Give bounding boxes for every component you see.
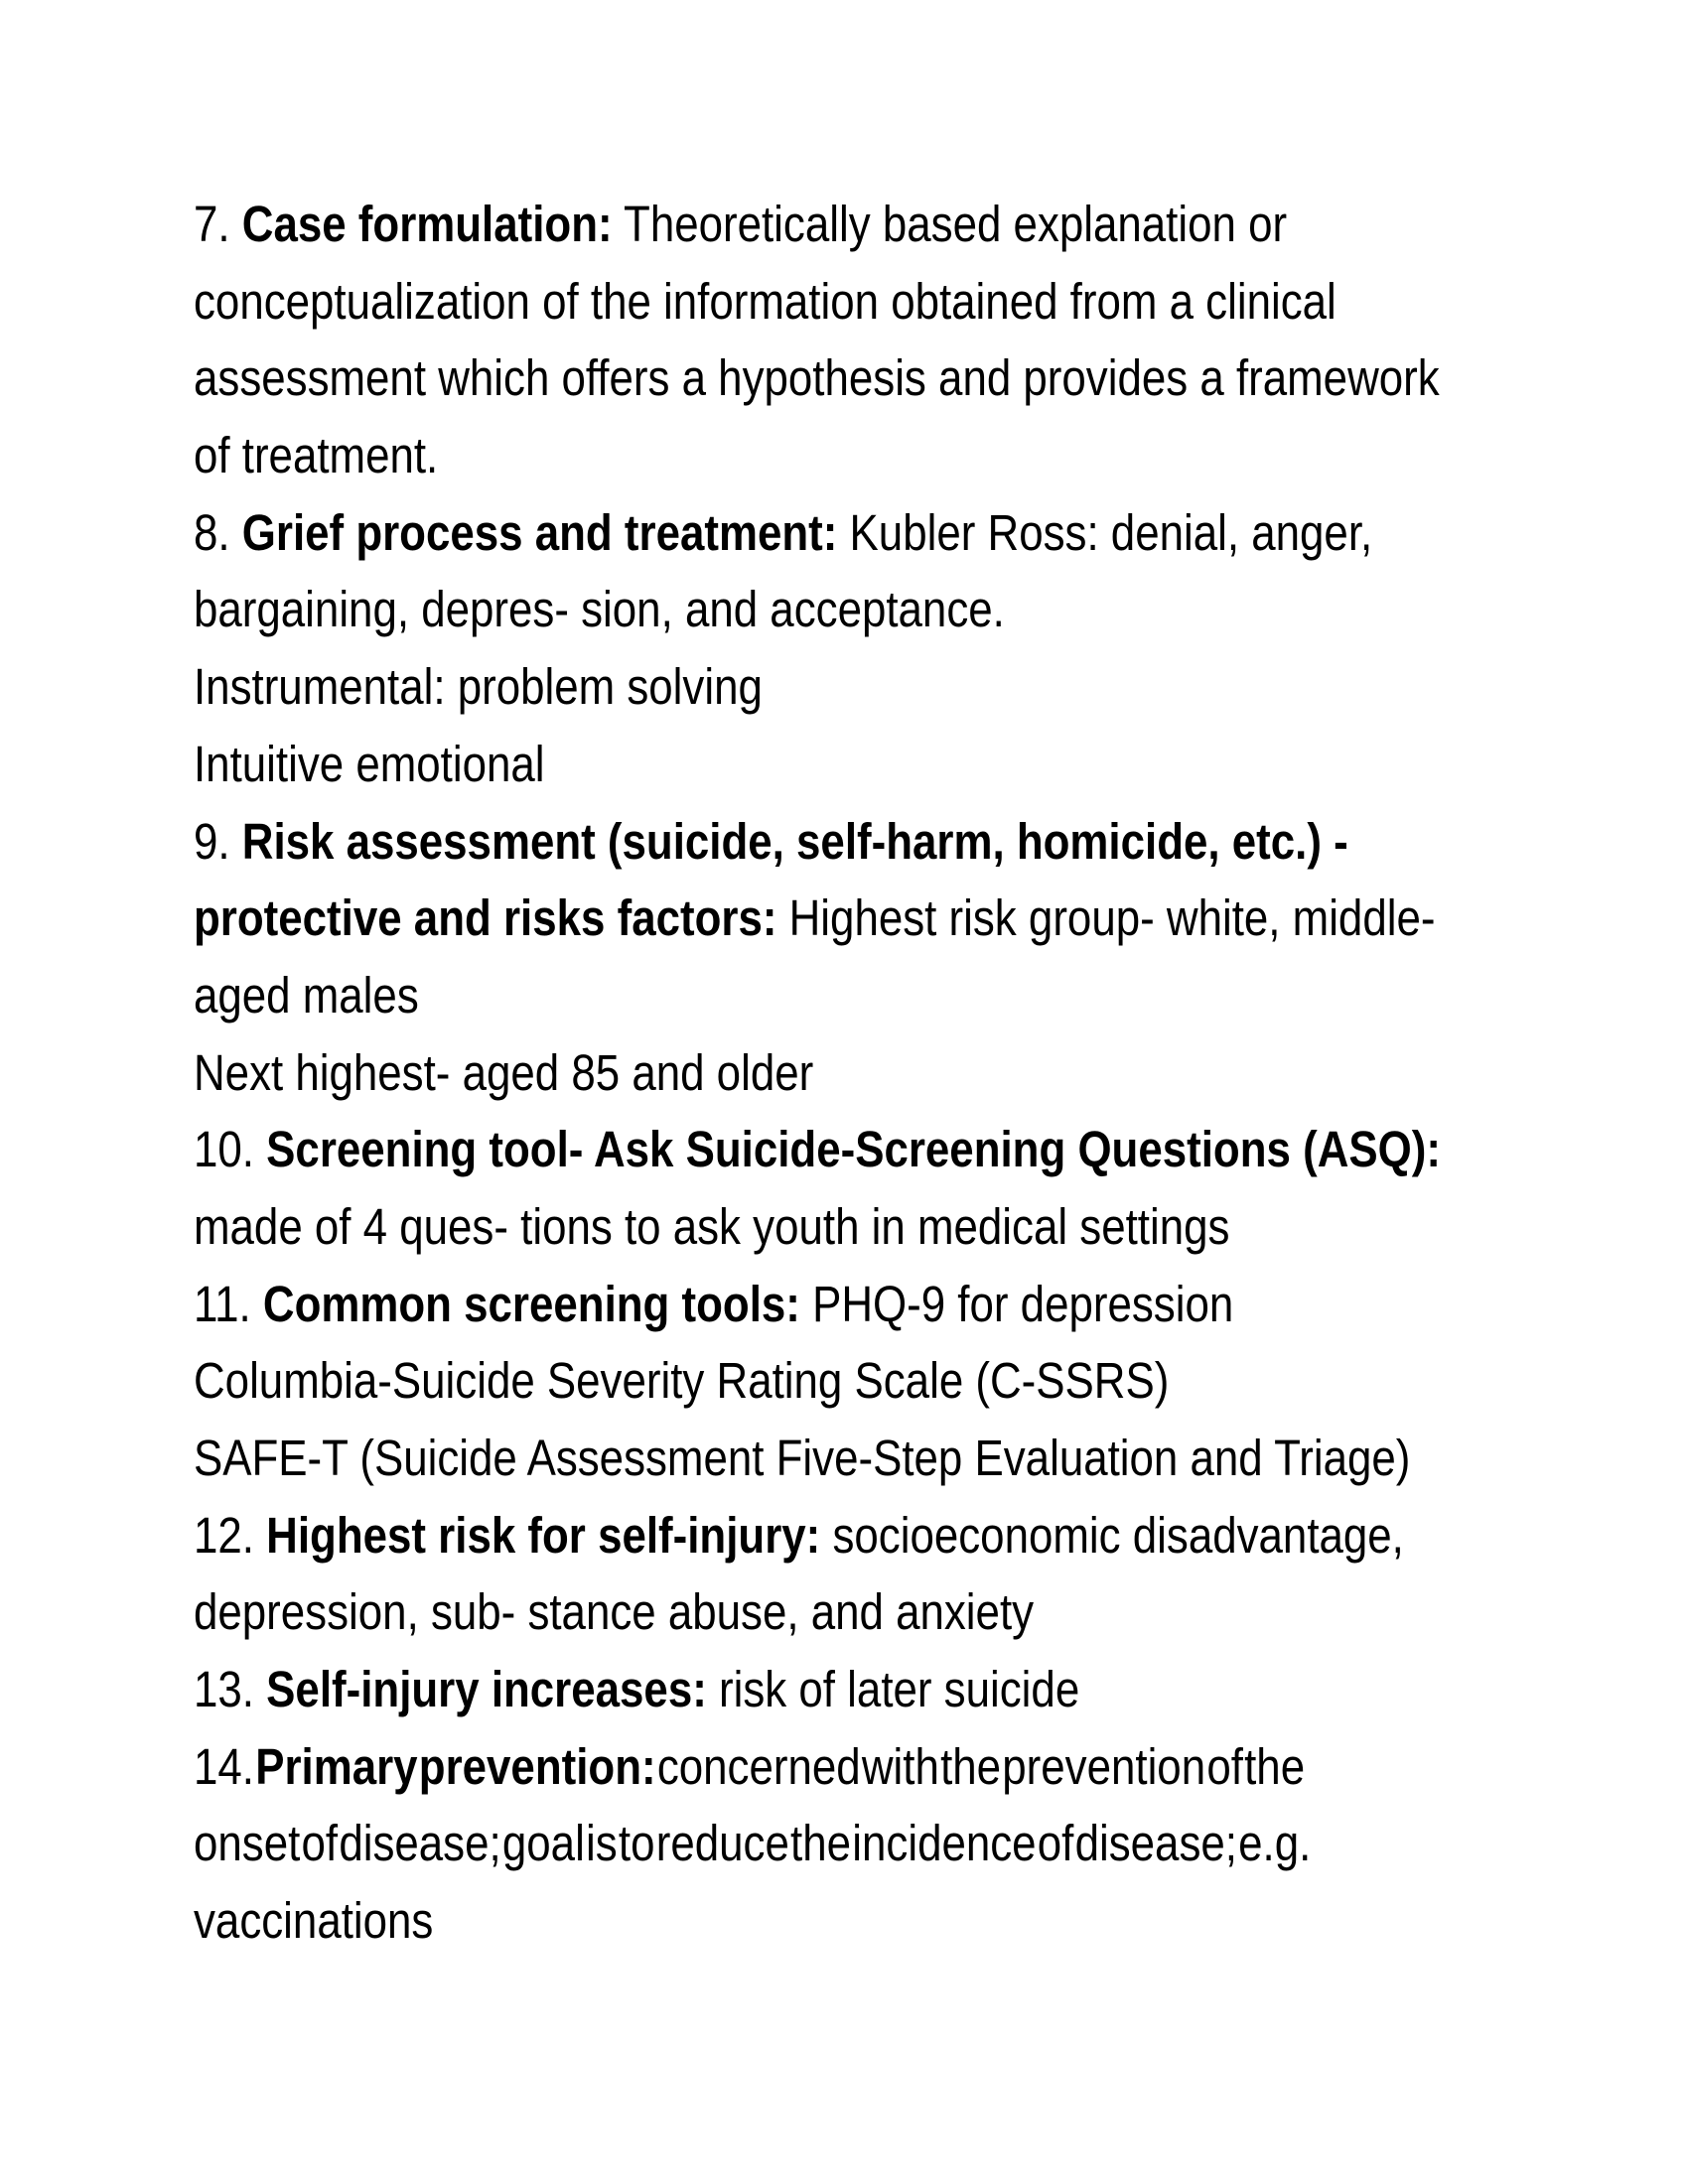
text-line [194, 1266, 1441, 1343]
flashcard-term: Case formulation: [241, 196, 613, 252]
flashcard-definition-text: 9. [194, 812, 242, 870]
flashcard-term: Self-injury increases: [266, 1661, 707, 1718]
flashcard-definition-text: Next highest- aged 85 and older [194, 1043, 814, 1101]
text-line [194, 1497, 1441, 1574]
flashcard-definition-text: bargaining, depres- sion, and acceptance. [194, 581, 1005, 638]
text-line [194, 263, 1441, 341]
flashcard-definition-text: Intuitive emotional [194, 735, 545, 792]
flashcard-definition-text: Highest risk group- white, middle- [776, 889, 1436, 947]
flashcard-definition-text: Instrumental: problem solving [194, 658, 763, 716]
flashcard-term: Highest risk for self-injury: [266, 1506, 821, 1564]
flashcard-definition-text: 7. [194, 196, 242, 252]
text-line [194, 957, 1441, 1034]
text-line [194, 726, 1441, 803]
text-line [194, 648, 1441, 726]
text-line [194, 1188, 1441, 1266]
flashcard-definition-text: Theoretically based explanation or [612, 196, 1288, 252]
text-line [194, 571, 1441, 648]
text-line [194, 1034, 1441, 1112]
text-line [194, 417, 1441, 494]
flashcard-definition-text: SAFE-T (Suicide Assessment Five-Step Evaluation and Triage) [194, 1430, 1411, 1486]
text-line [194, 1111, 1441, 1188]
flashcard-definition-text: 11. [194, 1275, 263, 1332]
text-line [194, 880, 1441, 957]
flashcard-definition-text: aged males [194, 966, 419, 1024]
flashcard-definition-text: assessment which offers a hypothesis and provides a framework [194, 349, 1440, 407]
flashcard-definition-text: 14. [194, 1737, 256, 1795]
flashcard-definition-text: concerned with the prevention of the [655, 1737, 1306, 1795]
text-line [194, 1728, 1441, 1806]
flashcard-definition-text: risk of later suicide [706, 1661, 1080, 1718]
flashcard-definition-text: 8. [194, 503, 242, 561]
flashcard-definition-text: depression, sub- stance abuse, and anxiety [194, 1583, 1035, 1641]
text-line [194, 494, 1441, 572]
flashcard-definition-text: socioeconomic disadvantage, [820, 1506, 1404, 1564]
flashcard-definition-text: 13. [194, 1661, 267, 1718]
text-line [194, 1420, 1441, 1497]
flashcard-definition-text: Kubler Ross: denial, anger, [837, 503, 1373, 561]
text-line [194, 1805, 1441, 1882]
text-line [194, 1342, 1441, 1420]
flashcard-definition-text: made of 4 ques- tions to ask youth in medical settings [194, 1197, 1230, 1255]
text-line [194, 1651, 1441, 1728]
flashcard-definition-text: PHQ-9 for depression [799, 1275, 1234, 1332]
study-notes-list [194, 186, 1643, 1960]
flashcard-term: protective and risks factors: [194, 889, 777, 947]
flashcard-definition-text: Columbia-Suicide Severity Rating Scale (C-SSRS) [194, 1352, 1170, 1410]
flashcard-definition-text: 12. [194, 1506, 267, 1564]
flashcard-term: Grief process and treatment: [241, 503, 838, 561]
flashcard-definition-text: 10. [194, 1121, 267, 1178]
flashcard-definition-text: onset of disease; goal is to reduce the incidence of disease; e.g. [194, 1815, 1312, 1872]
text-line [194, 803, 1441, 881]
text-line [194, 340, 1441, 417]
flashcard-term: Risk assessment (suicide, self-harm, homicide, etc.) - [241, 812, 1348, 870]
flashcard-definition-text: conceptualization of the information obtained from a clinical [194, 272, 1336, 330]
text-line [194, 1573, 1441, 1651]
flashcard-term: Screening tool- Ask Suicide-Screening Questions (ASQ): [266, 1121, 1441, 1178]
text-line [194, 1882, 1441, 1960]
text-line [194, 186, 1441, 263]
flashcard-definition-text: of treatment. [194, 427, 439, 484]
flashcard-term: Primary prevention: [255, 1737, 656, 1795]
flashcard-term: Common screening tools: [262, 1275, 800, 1332]
flashcard-definition-text: vaccinations [194, 1892, 434, 1950]
